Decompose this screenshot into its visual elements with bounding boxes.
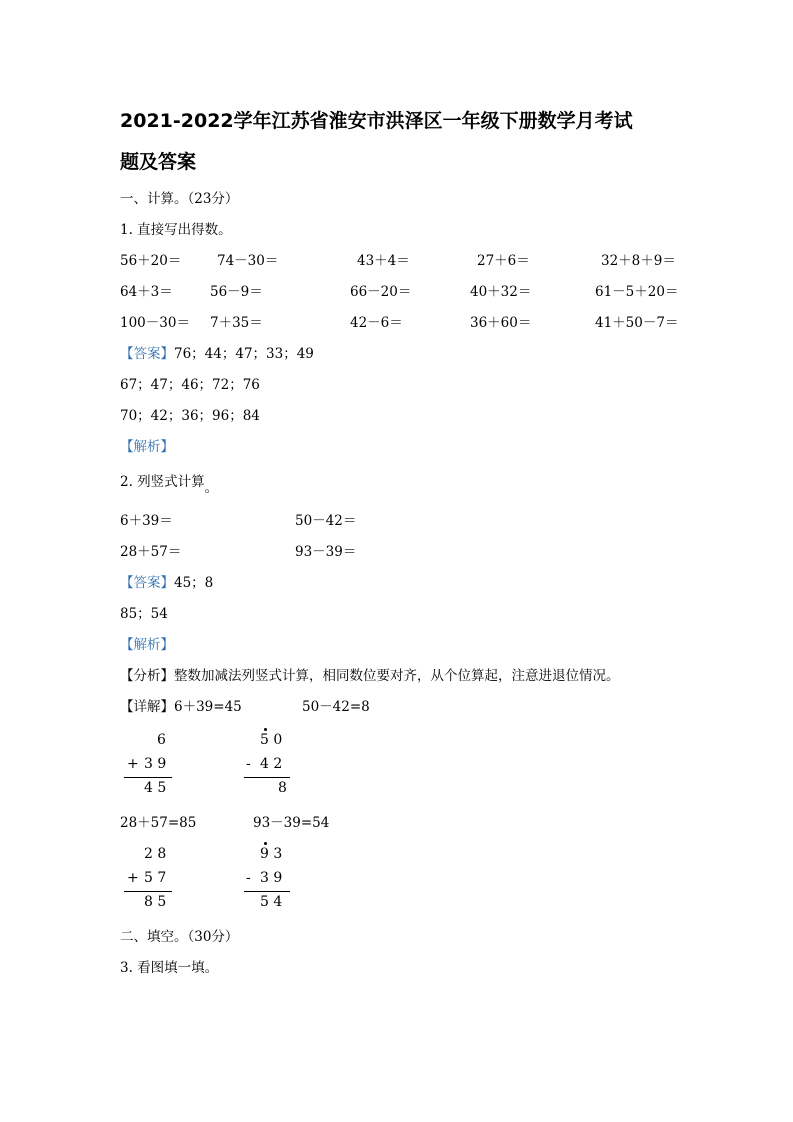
vertical-calc-rule (124, 891, 172, 892)
vertical-calc-result: 8 (278, 780, 287, 796)
equation: 93－39=54 (253, 815, 330, 831)
question-3-prompt: 3. 看图填一填。 (120, 960, 219, 976)
q1-item: 66－20＝ (350, 284, 412, 300)
vertical-calc-operator: + (127, 756, 139, 772)
vertical-calc-rule (244, 777, 290, 778)
q1-analysis-tag: 【解析】 (120, 439, 174, 455)
q2-fenxi-line (120, 664, 620, 684)
q2-prompt-text: 2. 列竖式计算 (120, 474, 205, 490)
borrow-dot (264, 728, 267, 731)
q1-item: 56＋20＝ (120, 253, 182, 269)
q2-analysis-tag: 【解析】 (120, 637, 174, 653)
q2-item: 28＋57＝ (120, 544, 182, 560)
q2-answer-line (120, 571, 213, 591)
fenxi-text: 整数加减法列竖式计算，相同数位要对齐，从个位算起，注意进退位情况。 (174, 668, 620, 684)
q1-item: 61－5＋20＝ (595, 284, 679, 300)
q1-item: 32＋8＋9＝ (601, 253, 676, 269)
vertical-calc-top: 6 (157, 732, 166, 748)
q1-answer-line: 67；47；46；72；76 (120, 377, 260, 393)
q1-item: 42－6＝ (350, 315, 403, 331)
vertical-calc-operator: - (246, 756, 251, 772)
vertical-calc-middle: 3 9 (144, 756, 167, 772)
vertical-calc-operator: + (127, 870, 139, 886)
q1-item: 36＋60＝ (470, 315, 532, 331)
q1-item: 27＋6＝ (477, 253, 530, 269)
q1-item: 43＋4＝ (357, 253, 410, 269)
document-title-line2: 题及答案 (120, 151, 197, 173)
section-heading-calc: 一、计算。（23分） (120, 191, 239, 207)
borrow-dot (264, 842, 267, 845)
q1-item: 100－30＝ (120, 315, 190, 331)
answer-tag: 【答案】 (120, 346, 174, 362)
q1-item: 7＋35＝ (210, 315, 263, 331)
document-title-line1: 2021-2022学年江苏省淮安市洪泽区一年级下册数学月考试 (120, 110, 633, 132)
answer-tag: 【答案】 (120, 575, 174, 591)
q2-item: 6＋39＝ (120, 513, 173, 529)
q2-answer-line: 85；54 (120, 606, 168, 622)
question-2-prompt (120, 470, 219, 496)
section-heading-fill: 二、填空。（30分） (120, 929, 239, 945)
equation: 50－42=8 (302, 699, 370, 715)
q1-item: 40＋32＝ (470, 284, 532, 300)
vertical-calc-middle: 3 9 (260, 870, 283, 886)
answer-values: 76；44；47；33；49 (174, 346, 314, 362)
equation: 28＋57=85 (120, 815, 197, 831)
answer-values: 45；8 (174, 575, 214, 591)
q1-item: 64＋3＝ (120, 284, 173, 300)
vertical-calc-rule (244, 891, 290, 892)
fenxi-tag: 【分析】 (120, 668, 174, 684)
vertical-calc-result: 5 4 (260, 894, 283, 910)
vertical-calc-middle: 5 7 (144, 870, 167, 886)
q1-item: 56－9＝ (210, 284, 263, 300)
vertical-calc-rule (124, 777, 172, 778)
q1-answer-line (120, 342, 314, 362)
vertical-calc-result: 4 5 (144, 780, 167, 796)
q2-prompt-mark: 。 (204, 480, 219, 496)
vertical-calc-middle: 4 2 (260, 756, 283, 772)
q2-xiangjie-line (120, 695, 242, 715)
vertical-calc-top: 2 8 (144, 846, 167, 862)
q1-answer-line: 70；42；36；96；84 (120, 408, 260, 424)
vertical-calc-result: 8 5 (144, 894, 167, 910)
vertical-calc-top: 5 0 (260, 732, 283, 748)
q1-item: 41＋50－7＝ (595, 315, 679, 331)
question-1-prompt: 1. 直接写出得数。 (120, 222, 232, 238)
xiangjie-tag: 【详解】 (120, 699, 174, 715)
vertical-calc-operator: - (246, 870, 251, 886)
q2-item: 50－42＝ (295, 513, 357, 529)
q1-item: 74－30＝ (217, 253, 279, 269)
equation: 6＋39=45 (174, 699, 242, 715)
q2-item: 93－39＝ (295, 544, 357, 560)
vertical-calc-top: 9 3 (260, 846, 283, 862)
